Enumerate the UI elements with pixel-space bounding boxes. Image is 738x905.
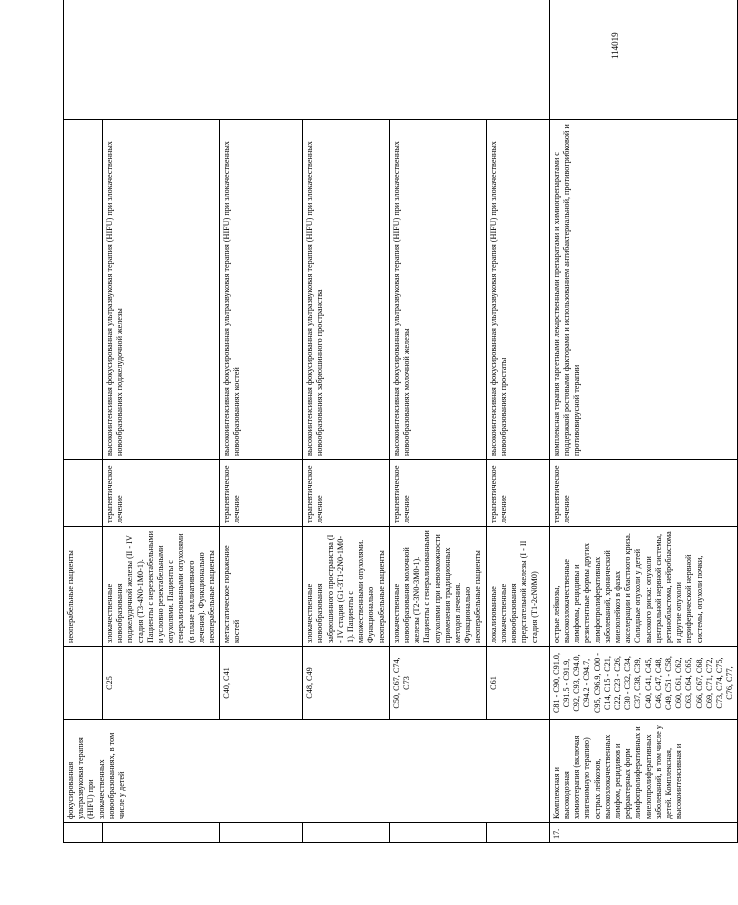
icd-code: C81 - C90, C91.0, C91.5 - C91.9, C92, C93, C94.0, C94.2 - C94.7, C95, C96.9, C00 - C14, C15 - C21, C22, C23 - C26, C30 - C32, C34, C37, C38, C39, C40, C41, C45, C46, C47, C48, C49, C51 - C58, C60, C61, C62, C63, C64, C65, C66, C67, C68, C69, C71, C72, C73, C74, C75, C76, C77, bbox=[549, 647, 738, 720]
treatment-type: терапевтическое лечение bbox=[220, 460, 303, 527]
table-row bbox=[103, 0, 220, 843]
treatment-table bbox=[63, 0, 738, 843]
row-number: 17. bbox=[549, 823, 738, 843]
table-row bbox=[64, 0, 103, 843]
treatment-method: высокоинтенсивная фокусированная ультразвуковая терапия (HIFU) при злокачественных новообразованиях поджелудочной железы bbox=[103, 120, 220, 460]
treatment-type: терапевтическое лечение bbox=[389, 460, 486, 527]
treatment-name: фокусированная ультразвуковая терапия (HIFU) при злокачественных новообразованиях, в том числе у детей bbox=[64, 720, 550, 823]
treatment-type: терапевтическое лечение bbox=[549, 460, 738, 527]
row-number bbox=[486, 823, 549, 843]
patient-model: злокачественные новообразования молочной железы (T2-3N0-3M0-1). Пациенты с генерализованными опухолями при невозможности применения традиционных методов лечения. Функционально неоперабельные пациенты bbox=[389, 527, 486, 647]
icd-code: C48, C49 bbox=[303, 647, 390, 720]
row-number bbox=[303, 823, 390, 843]
table-row bbox=[389, 0, 486, 843]
icd-code: C50, C67, C74, C73 bbox=[389, 647, 486, 720]
extra-cell bbox=[64, 0, 550, 120]
patient-model: острые лейкозы, высокозлокачественные лимфомы, рецидивы и резистентные формы других лимфопролиферативных заболеваний, хронический миелолейкоз в фазах акселерации и бластного криза. Солидные опухоли у детей высокого риска: опухоли центральной нервной системы, ретинобластома, нейробластома и другие опухоли периферической нервной системы, опухоли почки, bbox=[549, 527, 738, 647]
treatment-type: терапевтическое лечение bbox=[303, 460, 390, 527]
table-row bbox=[303, 0, 390, 843]
treatment-type bbox=[64, 460, 103, 527]
table-row bbox=[549, 0, 738, 843]
table-row bbox=[220, 0, 303, 843]
row-number bbox=[103, 823, 220, 843]
icd-code: C61 bbox=[486, 647, 549, 720]
patient-model: неоперабельные пациенты bbox=[64, 527, 103, 647]
treatment-method: высокоинтенсивная фокусированная ультразвуковая терапия (HIFU) при злокачественных новообразованиях костей bbox=[220, 120, 303, 460]
page-number: 114019 bbox=[610, 32, 620, 59]
extra-cell bbox=[549, 0, 738, 120]
treatment-method: высокоинтенсивная фокусированная ультразвуковая терапия (HIFU) при злокачественных новообразованиях молочной железы bbox=[389, 120, 486, 460]
icd-code: C40, C41 bbox=[220, 647, 303, 720]
patient-model: злокачественные новообразования забрюшинного пространства (I - IV стадия (G1-3T1-2N0-1M0-1). Пациенты с множественными опухолями. Функционально неоперабельные пациенты bbox=[303, 527, 390, 647]
treatment-name: Комплексная и высокодозная химиотерапия (включая эпигеномную терапию) острых лейкозов, высокозлокачественных лимфом, рецидивов и рефрактерных форм лимфопролиферативных и миелопролиферативных заболеваний, в том числе у детей. Комплексная, высокоинтенсивная и bbox=[549, 720, 738, 823]
treatment-method: комплексная терапия таргетными лекарственными препаратами и химиопрепаратами с поддержкой ростовыми факторами и использованием антибактериальной, противогрибковой и противовирусной терапии bbox=[549, 120, 738, 460]
row-number bbox=[220, 823, 303, 843]
row-number bbox=[389, 823, 486, 843]
icd-code: C25 bbox=[103, 647, 220, 720]
row-number bbox=[64, 823, 103, 843]
treatment-method: высокоинтенсивная фокусированная ультразвуковая терапия (HIFU) при злокачественных новообразованиях простаты bbox=[486, 120, 549, 460]
treatment-type: терапевтическое лечение bbox=[486, 460, 549, 527]
treatment-method bbox=[64, 120, 103, 460]
icd-code bbox=[64, 647, 103, 720]
patient-model: локализованные злокачественные новообразования предстательной железы (I - II стадия (T1-2cN0M0) bbox=[486, 527, 549, 647]
treatment-type: терапевтическое лечение bbox=[103, 460, 220, 527]
treatment-method: высокоинтенсивная фокусированная ультразвуковая терапия (HIFU) при злокачественных новообразованиях забрюшинного пространства bbox=[303, 120, 390, 460]
table-row bbox=[486, 0, 549, 843]
patient-model: метастатическое поражение костей bbox=[220, 527, 303, 647]
patient-model: злокачественные новообразования поджелудочной железы (II - IV стадия (T3-4N0-1M0-1). Пациенты с нерезектабельными и условно резектабельными опухолями. Пациенты с генерализованными опухолями (в плане паллиативного лечения). Функционально неоперабельные пациенты bbox=[103, 527, 220, 647]
